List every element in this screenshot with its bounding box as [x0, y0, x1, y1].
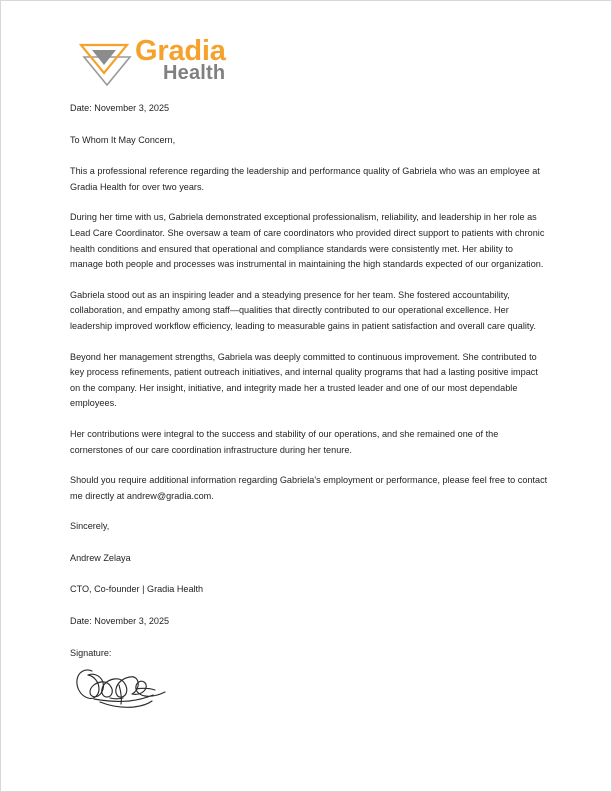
paragraph-3: Gabriela stood out as an inspiring leader and a steadying presence for her team. She fostered accountability, collaboration, and empathy among staff—qualities that directly contributed to our operational excellence. Her leadership improved workflow efficiency, leading to measurable gains in patient satisfaction and overall care quality. — [70, 289, 536, 331]
gradia-triangle-logo-icon — [79, 39, 135, 87]
paragraph-1: This a professional reference regarding the leadership and performance quality of Gabriela who was an employee at Gradia Health for over two years. — [70, 166, 540, 192]
logo-word-gradia: Gradia — [135, 35, 226, 67]
signer-title: CTO, Co-founder | Gradia Health — [70, 584, 204, 595]
logo-wordmark — [135, 35, 335, 91]
paragraph-6: Should you require additional information regarding Gabriela's employment or performance, please feel free to contact me directly at andrew@gradia.com. — [70, 475, 548, 501]
logo-word-health: Health — [163, 62, 226, 84]
date-bottom: Date: November 3, 2025 — [70, 616, 170, 627]
letter-body — [70, 101, 548, 715]
letterhead-logo — [79, 35, 339, 93]
signer-name: Andrew Zelaya — [70, 552, 131, 563]
signature-label: Signature: — [70, 647, 112, 658]
date-top: Date: November 3, 2025 — [70, 103, 170, 113]
paragraph-5: Her contributions were integral to the success and stability of our operations, and she remained one of the cornerstones of our care coordination infrastructure during her tenure. — [70, 428, 499, 455]
salutation: To Whom It May Concern, — [70, 134, 176, 145]
handwritten-signature-image — [72, 665, 548, 715]
paragraph-2: During her time with us, Gabriela demonstrated exceptional professionalism, reliability, and leadership in her role as Lead Care Coordinator. She oversaw a team of care coordinators who provided direct support to patients with chronic health conditions and ensured that operational and compliance standards were consistently met. Her ability to manage both people and processes was instrumental in maintaining the high standards expected of our organization. — [70, 212, 545, 270]
paragraph-4: Beyond her management strengths, Gabriela was deeply committed to continuous improvement. She contributed to key process refinements, patient outreach initiatives, and internal quality programs that had a lasting positive impact on the company. Her insight, initiative, and integrity made her a trusted leader and one of our most dependable employees. — [70, 351, 538, 409]
closing: Sincerely, — [70, 521, 110, 532]
